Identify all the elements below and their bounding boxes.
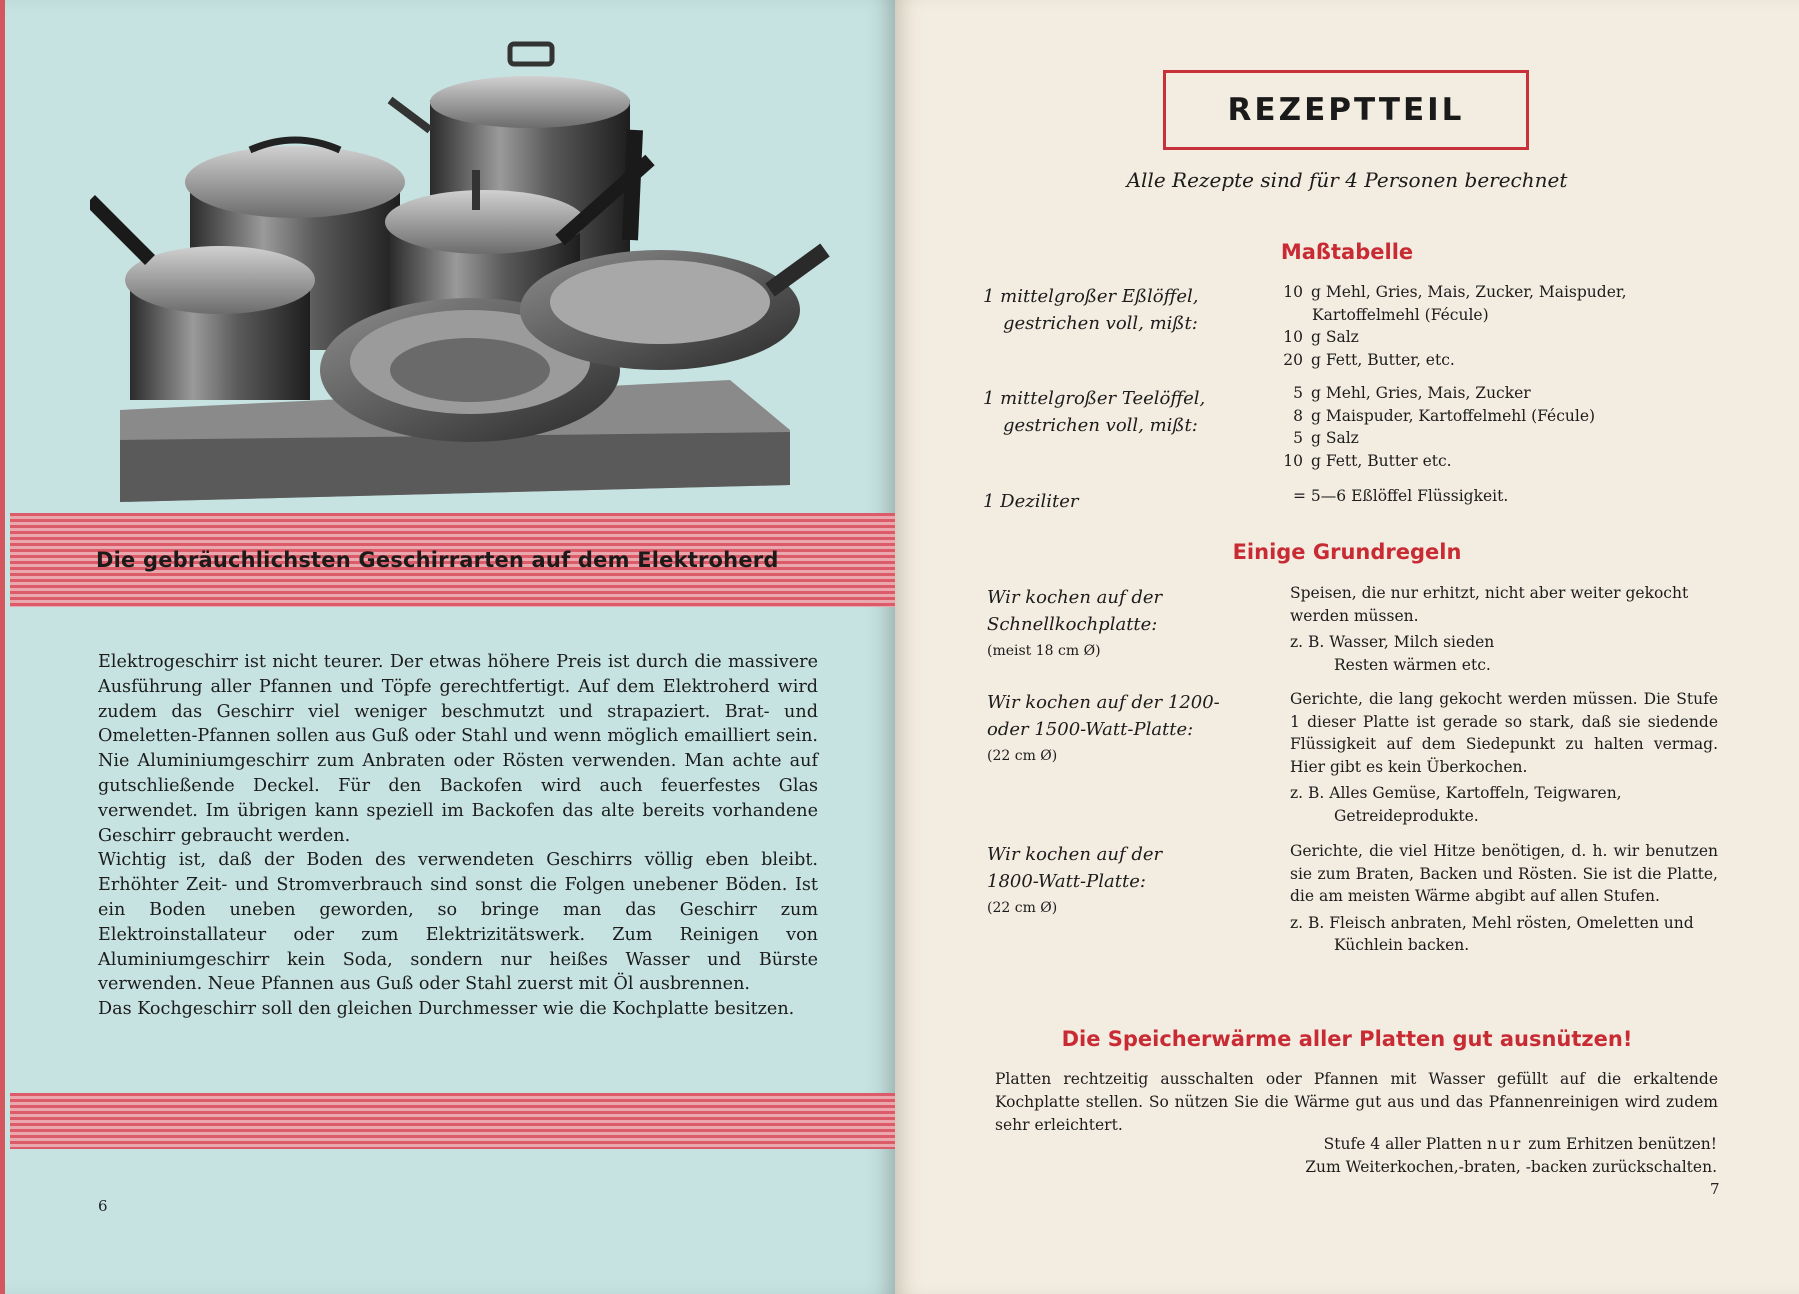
tee-values — [1273, 382, 1595, 472]
value-row — [1273, 427, 1595, 450]
speicher-heading: Die Speicherwärme aller Platten gut ausnützen! — [1061, 1027, 1633, 1051]
value-text: g Mehl, Gries, Mais, Zucker — [1311, 384, 1531, 402]
dl-label: 1 Deziliter — [983, 491, 1079, 512]
rule-example: z. B. Wasser, Milch sieden — [1290, 633, 1495, 651]
rule-label — [987, 584, 1162, 665]
rule-description: Speisen, die nur erhitzt, nicht aber weiter gekocht werden müssen. — [1290, 584, 1689, 625]
rule-example: Getreideprodukte. — [1334, 806, 1479, 825]
stufe-line — [1095, 1133, 1717, 1156]
rule-text — [1290, 688, 1718, 827]
value-text: g Fett, Butter, etc. — [1311, 350, 1455, 369]
plate-size: (22 cm Ø) — [987, 748, 1058, 764]
amount: 20 — [1283, 350, 1303, 369]
rule-description: Gerichte, die lang gekocht werden müssen. Die Stufe 1 dieser Platte ist gerade so stark, daß sie siedende Flüssigkeit auf dem Siedepunkt zu halten vermag. Hier gibt es kein Überkochen. — [1290, 690, 1718, 776]
rule-description: Gerichte, die viel Hitze benötigen, d. h. wir benutzen sie zum Braten, Backen und Rösten. Sie ist die Platte, die am meisten Wärme abgibt auf allen Stufen. — [1290, 842, 1718, 905]
rule-example: z. B. Alles Gemüse, Kartoffeln, Teigwaren, — [1290, 784, 1622, 802]
loeffel-label — [983, 283, 1198, 337]
rule-text — [1290, 582, 1718, 676]
amount: 10 — [1283, 283, 1303, 301]
label-line: gestrichen voll, mißt: — [1003, 313, 1198, 334]
value-text: g Salz — [1311, 429, 1359, 447]
rule-label — [987, 841, 1162, 922]
amount: 5 — [1293, 429, 1303, 447]
amount: 10 — [1283, 451, 1303, 470]
label-line: gestrichen voll, mißt: — [1003, 415, 1198, 436]
grund-heading: Einige Grundregeln — [1232, 540, 1462, 564]
rule-example: z. B. Fleisch anbraten, Mehl rösten, Omeletten und — [1290, 913, 1694, 932]
stripe-band-bottom — [10, 1093, 895, 1149]
label-line: 1800-Watt-Platte: — [987, 871, 1146, 892]
title-box — [1163, 70, 1529, 150]
section-heading: Die gebräuchlichsten Geschirrarten auf dem Elektroherd — [96, 548, 779, 572]
label-line: Wir kochen auf der — [987, 587, 1163, 608]
label-line: oder 1500-Watt-Platte: — [987, 719, 1194, 740]
value-row — [1273, 349, 1627, 372]
amount: 8 — [1293, 406, 1303, 425]
value-text: g Fett, Butter etc. — [1311, 451, 1452, 470]
page-edge — [0, 0, 5, 1294]
page-number: 6 — [98, 1197, 108, 1215]
rule-example: Resten wärmen etc. — [1334, 655, 1491, 674]
stufe-note — [1095, 1133, 1717, 1179]
cookware-illustration — [90, 40, 830, 502]
value-row — [1273, 405, 1595, 428]
label-line: Wir kochen auf der — [987, 844, 1163, 865]
stufe-text: zum Erhitzen benützen! — [1523, 1135, 1717, 1153]
left-page — [0, 0, 895, 1294]
stufe-line: Zum Weiterkochen,-braten, -backen zurückschalten. — [1305, 1158, 1717, 1176]
subtitle: Alle Rezepte sind für 4 Personen berechnet — [1126, 168, 1568, 192]
value-row — [1273, 281, 1627, 304]
mass-heading: Maßtabelle — [1280, 240, 1414, 264]
rule-text — [1290, 840, 1718, 957]
cookware-photo — [90, 40, 830, 502]
stufe-text: Stufe 4 aller Platten — [1323, 1135, 1487, 1153]
rule-example: Küchlein backen. — [1334, 936, 1470, 954]
loeffel-values — [1273, 281, 1627, 371]
paragraph: Das Kochgeschirr soll den gleichen Durchmesser wie die Kochplatte besitzen. — [98, 999, 795, 1020]
paragraph: Wichtig ist, daß der Boden des verwendeten Geschirrs völlig eben bleibt. Erhöhter Zeit- und Stromverbrauch sind sonst die Folgen unebener Böden. Ist ein Boden uneben geworden, so bringe man das Geschirr zum Elektroinstallateur oder zum Elektrizitätswerk. Zum Reinigen von Aluminiumgeschirr kein Soda, sondern nur heißes Wasser und Bürste verwenden. Neue Pfannen aus Guß oder Stahl zuerst mit Öl ausbrennen. — [98, 850, 818, 995]
label-line: 1 mittelgroßer Teelöffel, — [983, 388, 1206, 409]
stufe-emphasis: nur — [1486, 1135, 1524, 1153]
amount: 10 — [1283, 328, 1303, 346]
right-page — [895, 0, 1799, 1294]
label-line: 1 mittelgroßer Eßlöffel, — [983, 286, 1199, 307]
value-row — [1273, 304, 1627, 327]
value-text: Kartoffelmehl (Fécule) — [1312, 305, 1489, 324]
value-row — [1273, 382, 1595, 405]
tee-label — [983, 385, 1205, 439]
value-row — [1273, 326, 1627, 349]
value-text: g Salz — [1311, 328, 1359, 346]
value-text: g Maispuder, Kartoffelmehl (Fécule) — [1311, 406, 1596, 425]
page-number: 7 — [1710, 1180, 1720, 1198]
plate-size: (meist 18 cm Ø) — [987, 643, 1101, 659]
body-text — [98, 650, 818, 1022]
page-title: REZEPTTEIL — [1227, 92, 1465, 128]
value-text: g Mehl, Gries, Mais, Zucker, Maispuder, — [1311, 283, 1627, 301]
plate-size: (22 cm Ø) — [987, 900, 1058, 916]
amount: 5 — [1293, 384, 1303, 402]
label-line: Schnellkochplatte: — [987, 614, 1158, 635]
rule-label — [987, 689, 1220, 770]
speicher-text: Platten rechtzeitig ausschalten oder Pfannen mit Wasser gefüllt auf die erkaltende Kochplatte stellen. So nützen Sie die Wärme gut aus und das Pfannenreinigen wird zudem sehr erleichtert. — [995, 1070, 1718, 1134]
label-line: Wir kochen auf der 1200- — [987, 692, 1220, 713]
dl-value: = 5—6 Eßlöffel Flüssigkeit. — [1293, 487, 1509, 505]
value-row — [1273, 450, 1595, 473]
paragraph: Elektrogeschirr ist nicht teurer. Der etwas höhere Preis ist durch die massivere Ausführung aller Pfannen und Töpfe gerechtfertigt. Auf dem Elektroherd wird zudem das Geschirr viel weniger beschmutzt und strapaziert. Brat- und Omeletten-Pfannen sollen aus Guß oder Stahl und wenn möglich emailliert sein. Nie Aluminiumgeschirr zum Anbraten oder Rösten verwenden. Man achte auf gutschließende Deckel. Für den Backofen wird auch feuerfestes Glas verwendet. Im übrigen kann speziell im Backofen das alte bereits vorhandene Geschirr gebraucht werden. — [98, 652, 818, 846]
